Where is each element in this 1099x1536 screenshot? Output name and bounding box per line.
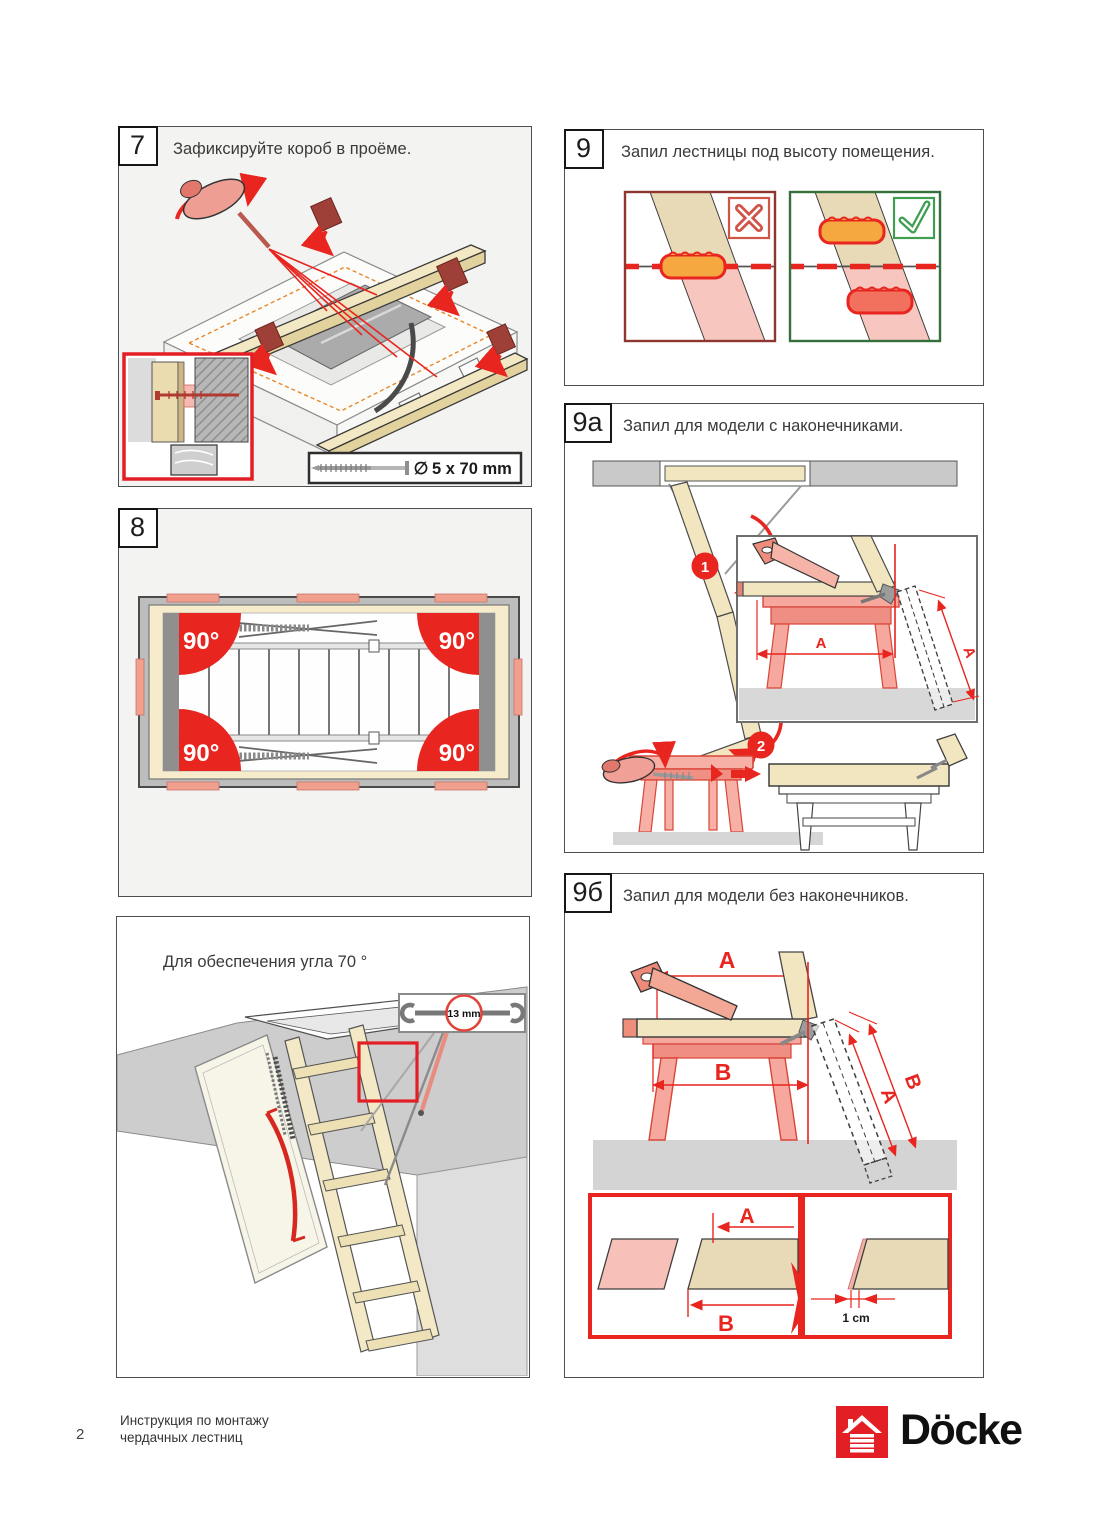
pink-table bbox=[643, 1037, 801, 1140]
footer-caption-line2: чердачных лестниц bbox=[120, 1430, 243, 1445]
panel-angle-70-title: Для обеспечения угла 70 ° bbox=[163, 953, 368, 971]
detail-dim-a-label: A bbox=[739, 1205, 755, 1228]
footer-caption bbox=[120, 1412, 269, 1446]
fixing-cross-section-inset bbox=[124, 354, 252, 479]
panel-8-number-label: 8 bbox=[129, 512, 146, 542]
house-icon bbox=[836, 1406, 888, 1458]
ceiling-section bbox=[593, 461, 957, 486]
screw-spec-label bbox=[309, 453, 521, 483]
panel-angle-70-illustration bbox=[117, 917, 528, 1376]
brand-logo-text: Döcke bbox=[900, 1405, 1022, 1454]
panel-8-illustration bbox=[119, 509, 530, 895]
cut-wrong-example bbox=[619, 192, 781, 341]
panel-9-illustration bbox=[565, 130, 982, 384]
detail-dim-b-label: B bbox=[718, 1311, 734, 1336]
panel-9a bbox=[564, 403, 984, 853]
panel-9-number bbox=[564, 129, 604, 169]
cut-detail-after bbox=[803, 1195, 950, 1337]
panel-9a-title: Запил для модели с наконечниками. bbox=[623, 417, 904, 435]
hatch-top-view bbox=[136, 594, 522, 790]
sawing-diagram bbox=[593, 947, 957, 1190]
angle-label-bl: 90° bbox=[183, 740, 220, 767]
wrench-size-label: 13 mm bbox=[447, 1008, 481, 1020]
panel-7-title: Зафиксируйте короб в проёме. bbox=[173, 140, 412, 158]
panel-8 bbox=[118, 508, 532, 897]
panel-7-number-label: 7 bbox=[129, 130, 146, 160]
step-1-label: 1 bbox=[700, 559, 710, 576]
panel-7-number bbox=[118, 126, 158, 166]
panel-9 bbox=[564, 129, 984, 386]
panel-9-number-label: 9 bbox=[575, 133, 592, 163]
check-icon bbox=[894, 198, 934, 238]
panel-9b-number-label: 9б bbox=[572, 877, 603, 907]
dim-a-slant-label: A bbox=[875, 1085, 902, 1107]
panel-9a-number-label: 9а bbox=[572, 407, 603, 437]
dim-b-slant-label: B bbox=[899, 1071, 926, 1093]
floor bbox=[613, 832, 823, 845]
angle-label-tr: 90° bbox=[438, 628, 475, 655]
gap-size-label: 1 cm bbox=[842, 1311, 870, 1325]
panel-9b-number bbox=[564, 873, 612, 913]
footer-caption-line1: Инструкция по монтажу bbox=[120, 1413, 269, 1428]
panel-8-number bbox=[118, 508, 158, 548]
diameter-symbol: ∅ bbox=[413, 459, 429, 478]
dim-a-horizontal-label: A bbox=[815, 635, 827, 652]
screwdriver-icon bbox=[177, 171, 269, 247]
dim-b-main-label: B bbox=[714, 1059, 732, 1085]
dim-a-slanted-label: A bbox=[959, 644, 980, 661]
panel-9b-title: Запил для модели без наконечников. bbox=[623, 887, 909, 905]
brand-logo-mark bbox=[836, 1406, 888, 1458]
dim-a-main-label: A bbox=[718, 947, 736, 973]
panel-9a-number bbox=[564, 403, 612, 443]
angle-label-br: 90° bbox=[438, 740, 475, 767]
cross-icon bbox=[729, 198, 769, 238]
angle-label-tl: 90° bbox=[183, 628, 220, 655]
panel-9b-illustration bbox=[565, 874, 982, 1376]
screw-spec-text: 5 x 70 mm bbox=[432, 460, 512, 478]
panel-angle-70 bbox=[116, 916, 530, 1378]
panel-9-title: Запил лестницы под высоту помещения. bbox=[621, 143, 935, 161]
page-number: 2 bbox=[76, 1426, 85, 1443]
panel-9a-illustration bbox=[565, 404, 982, 851]
cut-correct-example bbox=[784, 192, 946, 341]
cut-detail-before bbox=[590, 1195, 800, 1337]
sawing-inset bbox=[737, 536, 979, 722]
panel-9b bbox=[564, 873, 984, 1378]
panel-7-illustration bbox=[119, 127, 530, 485]
step-2-label: 2 bbox=[756, 738, 766, 755]
panel-7 bbox=[118, 126, 532, 487]
wrench-badge bbox=[399, 994, 525, 1032]
floor bbox=[593, 1140, 957, 1190]
brand-logo bbox=[836, 1406, 1022, 1458]
